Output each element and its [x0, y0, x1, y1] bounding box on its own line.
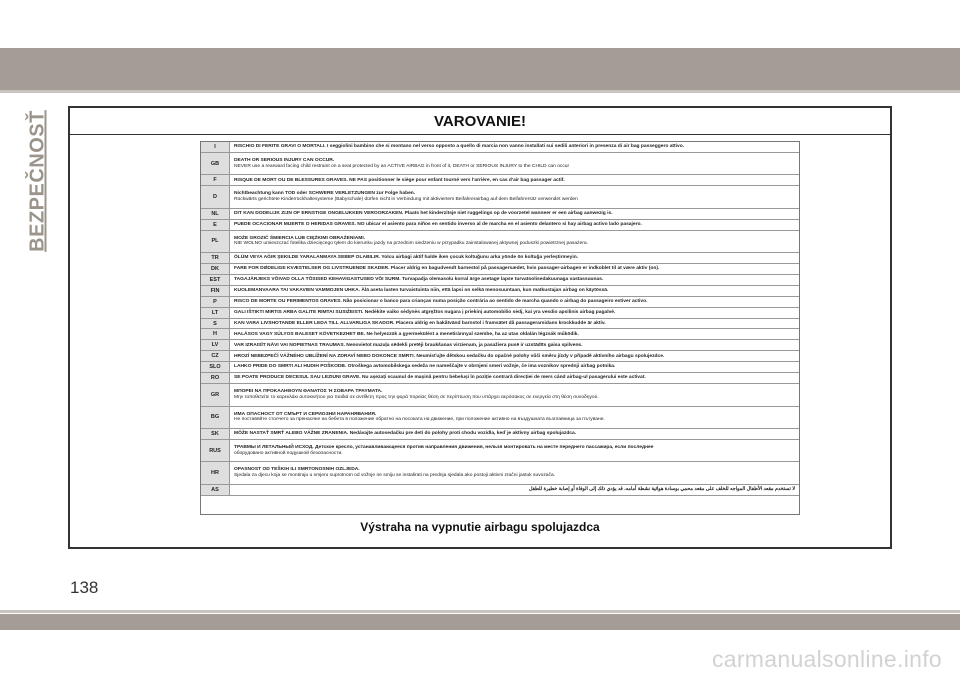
language-code: CZ	[201, 351, 230, 361]
warning-text-line: RISCO DE MORTE OU FERIMENTOS GRAVES. Não posicionar o banco para crianças numa posição contrária ao sentido de marcha quando o airbag do passageiro estiver activo.	[234, 298, 648, 304]
table-row	[201, 286, 799, 297]
warning-text-line: ÖLÜM VEYA AĞIR ŞEKILDE YARALANMAYA SEBEP OLABILIR. Yolcu airbagi aktif halde iken çocuk koltuğunu arka yönde ön koltuğa yerleştirmeyin.	[234, 255, 579, 261]
table-row	[201, 175, 799, 186]
top-divider	[0, 90, 960, 93]
language-code: AS	[201, 485, 230, 495]
warning-text-line: Sjedala za djecu koja se montiraju u smjeru suprotnom od vožnje ne smiju se instalirati na prednja sjedala ako postoji aktivni zračni jastuk suvozača.	[234, 472, 556, 478]
warning-message	[230, 308, 799, 318]
section-title	[26, 96, 50, 266]
warning-text-line: TAGAJÄRJEKS VÕIVAD OLLA TÕSISED KEHAVIGASTUSED VÕI SURM. Turvapadja olemasolu korral ärge asetage lapse turvatoolisedakuunaga vastassuunas.	[234, 276, 604, 282]
language-code: LV	[201, 340, 230, 350]
warning-message	[230, 209, 799, 219]
warning-text-line: Rückwärts gerichtete Kinderrückhaltesysteme (Babyschale) dürfen nicht in Verbindung mit aktiviertem Beifahrerairbag auf dem Beifahrersitz verwendet werden	[234, 196, 578, 202]
warning-text-line: NEVER use a rearward facing child restraint on a seat protected by an ACTIVE AIRBAG in front of it, DEATH or SERIOUS INJURY to the CHILD can occur	[234, 163, 570, 169]
language-code: GB	[201, 153, 230, 174]
table-row	[201, 231, 799, 253]
warning-text-line: GALI IŠTIKTI MIRTIS ARBA GALITE RIMTAI SUSIŽEISTI. Nedėkite vaiko sėdynės atgręžtos nugara į priekinį automobilio sėdį, kai yra vesdio apsilinis airbag pagalvė.	[234, 309, 616, 315]
language-code: SK	[201, 429, 230, 439]
language-code: PL	[201, 231, 230, 252]
page-number: 138	[70, 578, 99, 597]
figure-caption: Výstraha na vypnutie airbagu spolujazdca	[360, 520, 600, 534]
table-row	[201, 329, 799, 340]
warning-message	[230, 462, 799, 483]
language-code: RO	[201, 373, 230, 383]
warning-text-line: ΜΠΟΡΕΙ ΝΑ ΠΡΟΚΑΛΗΘΟΥΝ ΘΑΝΑΤΟΣ Ή ΣΟΒΑΡΑ ΤΡΑΥΜΑΤΑ.	[234, 389, 383, 395]
table-row	[201, 462, 799, 484]
warning-text-line: LAHKO PRIDE DO SMRTI ALI HUDIH POŠKODB. Otroškega avtomobilskega sedeža ne nameščajte v obrnjeni smeri vožnje, če ima voznikov sprednji airbag potnika.	[234, 364, 616, 370]
warning-text-line: KUOLEMANVAARA TAI VAKAVIEN VAMMOJEN UHKA. Älä aseta lasten turvaistuinta niin, että lapsi on selkä menosuuntaan, kun matkustajan airbag on käytössä.	[234, 287, 609, 293]
language-code: FIN	[201, 286, 230, 296]
table-row	[201, 362, 799, 373]
language-code: DK	[201, 264, 230, 274]
language-code: P	[201, 297, 230, 307]
warning-text-line: لا تستخدم مقعد الأطفال المواجه للخلف على مقعد محمي بوسادة هوائية نشطة أمامه، قد يؤدي ذلك إلى الوفاة أو إصابة خطيرة للطفل	[528, 486, 795, 492]
warning-message	[230, 153, 799, 174]
warning-message	[230, 275, 799, 285]
table-row	[201, 485, 799, 496]
table-row	[201, 297, 799, 308]
airbag-warning-label	[200, 141, 800, 515]
table-row	[201, 384, 799, 406]
language-code: E	[201, 220, 230, 230]
language-code: HR	[201, 462, 230, 483]
language-code: H	[201, 329, 230, 339]
language-code: GR	[201, 384, 230, 405]
warning-message	[230, 485, 799, 495]
warning-message	[230, 142, 799, 152]
table-row	[201, 220, 799, 231]
warning-text-line: VAR IZRAISĪT NĀVI VAI NOPIETNAS TRAUMAS. Nenovietot mazuļa sēdekli pretēji braukšanas virzienam, ja pasažiera pusē ir uzstādīts gaisa spilvens.	[234, 342, 583, 348]
warning-text-line: MÔŽE NASTAŤ SMRŤ ALEBO VÁŽNE ZRANENIA. Nedávajte autosedačku pre deti do polohy proti chodu vozidla, keď je aktívny airbag spolujazdca.	[234, 431, 577, 437]
warning-text-line: Μην τοποθετείτε το καρεκλάκι αυτοκινήτου για παιδιά σε αντίθετη προς την φορά πορείας θέση σε περίπτωση που υπάρχει αερόσακος σε ενεργεία στη θέση συνοδηγού.	[234, 394, 599, 400]
warning-text-line: Nichtbeachtung kann TOD oder SCHWERE VERLETZUNGEN zur Folge haben.	[234, 191, 416, 197]
table-row	[201, 407, 799, 429]
table-row	[201, 186, 799, 208]
warning-message	[230, 264, 799, 274]
language-code: I	[201, 142, 230, 152]
table-row	[201, 275, 799, 286]
table-row	[201, 153, 799, 175]
language-code: SLO	[201, 362, 230, 372]
warning-text-line: RISCHIO DI FERITE GRAVI O MORTALI. I seggiolini bambino che si montano nel verso opposto a quello di marcia non vanno installati sui sedili anteriori in presenza di air bag passeggero attivo.	[234, 144, 685, 150]
top-header-band	[0, 48, 960, 90]
warning-message	[230, 253, 799, 263]
warning-title: VAROVANIE!	[70, 108, 890, 135]
warning-message	[230, 297, 799, 307]
warning-box	[68, 106, 892, 549]
warning-message	[230, 220, 799, 230]
warning-message	[230, 186, 799, 207]
warning-text-line: PUEDE OCACIONAR MUERTE O HERIDAS GRAVES. NO ubicar el asiento para niños en sentido inverso al de marcha en el asiento delantero si hay airbag activo lado pasajero.	[234, 221, 642, 227]
section-title-text: BEZPEČNOSŤ	[26, 110, 49, 252]
warning-text-line: DIT KAN DODELIJK ZIJN OF ERNSTIGE ONGELUKKEN VEROORZAKEN. Plaats het kinderzitsje niet ruggelings op de voorzetel wanneer er een airbag aanwezig is.	[234, 210, 613, 216]
warning-text-line: HROZÍ NEBEZPEČÍ VÁŽNÉHO UBLÍŽENÍ NA ZDRAVÍ NEBO DOKONCE SMRTI. Neumísťujte dětskou sedačku do opačné polohy vůči směru jízdy v případě aktivního airbagu spolujezdce.	[234, 353, 665, 359]
warning-message	[230, 340, 799, 350]
table-row	[201, 340, 799, 351]
language-code: F	[201, 175, 230, 185]
warning-text-line: HALÁSOS VAGY SÚLYOS BALESET KÖVETKEZHET BE. Ne helyezzük a gyermekülést a menetiránnyal szembe, ha az utas oldalán légzsák működik.	[234, 331, 579, 337]
table-row	[201, 308, 799, 319]
warning-message	[230, 319, 799, 329]
table-row	[201, 351, 799, 362]
warning-message	[230, 362, 799, 372]
table-row	[201, 142, 799, 153]
warning-text-line: MOŻE GROZIĆ ŚMIERCIA LUB CIĘŻKIMI OBRAŻENIAMI.	[234, 235, 366, 241]
warning-message	[230, 440, 799, 461]
warning-message	[230, 231, 799, 252]
language-code: LT	[201, 308, 230, 318]
table-row	[201, 264, 799, 275]
warning-text-line: OPASNOST OD TEŠKIH ILI SMRTONOSNIH OZLJEDA.	[234, 467, 360, 473]
warning-text-line: KAN VARA LIVSHOTANDE ELLER LEDA TILL ALLVARLIGA SKADOR. Placera aldrig en bakåtvänd barnstol i framsätet då passagerarsidans krockkudde är aktiv.	[234, 320, 606, 326]
bottom-footer-band	[0, 614, 960, 630]
warning-text-line: SE POATE PRODUCE DECESUL SAU LEZIUNI GRAVE. Nu așezați scaunul de mașină pentru bebeluși în poziție contrară direcției de mers când airbag-ul pasagerului este activat.	[234, 375, 646, 381]
bottom-divider	[0, 610, 960, 613]
warning-text-line: Не поставяйте столчето за пренасяне на бебета в положение обратно на посоката на движение, при положение активно на въздушната възглавница за пътуване.	[234, 417, 605, 423]
warning-message	[230, 384, 799, 405]
table-row	[201, 373, 799, 384]
warning-text-line: оборудовано активной подушкой безопасности.	[234, 450, 343, 456]
warning-text-line: FARE FOR DØDELIGE KVÆSTELSER OG LIVSTRUENDE SKADER. Placer aldrig en bagudvendt barnestol på passagersædet, hvis passager-airbagen er indkoblet til at være aktiv (on).	[234, 266, 660, 272]
table-row	[201, 429, 799, 440]
table-row	[201, 253, 799, 264]
table-row	[201, 209, 799, 220]
warning-message	[230, 286, 799, 296]
warning-message	[230, 351, 799, 361]
language-code: TR	[201, 253, 230, 263]
warning-text-line: ТРАВМЫ И ЛЕТАЛЬНЫЙ ИСХОД. Детское кресло, устанавливающееся против направления движения, нельзя монтировать на месте переднего пассажира, если последнее	[234, 444, 654, 450]
language-code: RUS	[201, 440, 230, 461]
table-row	[201, 319, 799, 330]
language-code: EST	[201, 275, 230, 285]
table-row	[201, 440, 799, 462]
warning-text-line: DEATH OR SERIOUS INJURY CAN OCCUR.	[234, 158, 335, 164]
language-code: D	[201, 186, 230, 207]
language-code: S	[201, 319, 230, 329]
warning-message	[230, 429, 799, 439]
language-code: NL	[201, 209, 230, 219]
warning-message	[230, 407, 799, 428]
warning-message	[230, 329, 799, 339]
warning-message	[230, 373, 799, 383]
warning-text-line: RISQUE DE MORT OU DE BLESSURES GRAVES. NE PAS positionner le siège pour enfant tourné vers l'arrière, en cas d'air bag passager actif.	[234, 177, 565, 183]
language-code: BG	[201, 407, 230, 428]
watermark: carmanualsonline.info	[711, 646, 942, 672]
warning-message	[230, 175, 799, 185]
warning-text-line: ИМА ОПАСНОСТ ОТ СМЪРТ И СЕРИОЗНИ НАРАНЯВАНИЯ.	[234, 411, 377, 417]
warning-text-line: NIE WOLNO umieszczać fotelika dziecięcego tyłem do kierunku jazdy na przednim siedzeniu w przypadku zainstalowanej aktywnej poduszki powietrznej pasażera.	[234, 241, 588, 247]
